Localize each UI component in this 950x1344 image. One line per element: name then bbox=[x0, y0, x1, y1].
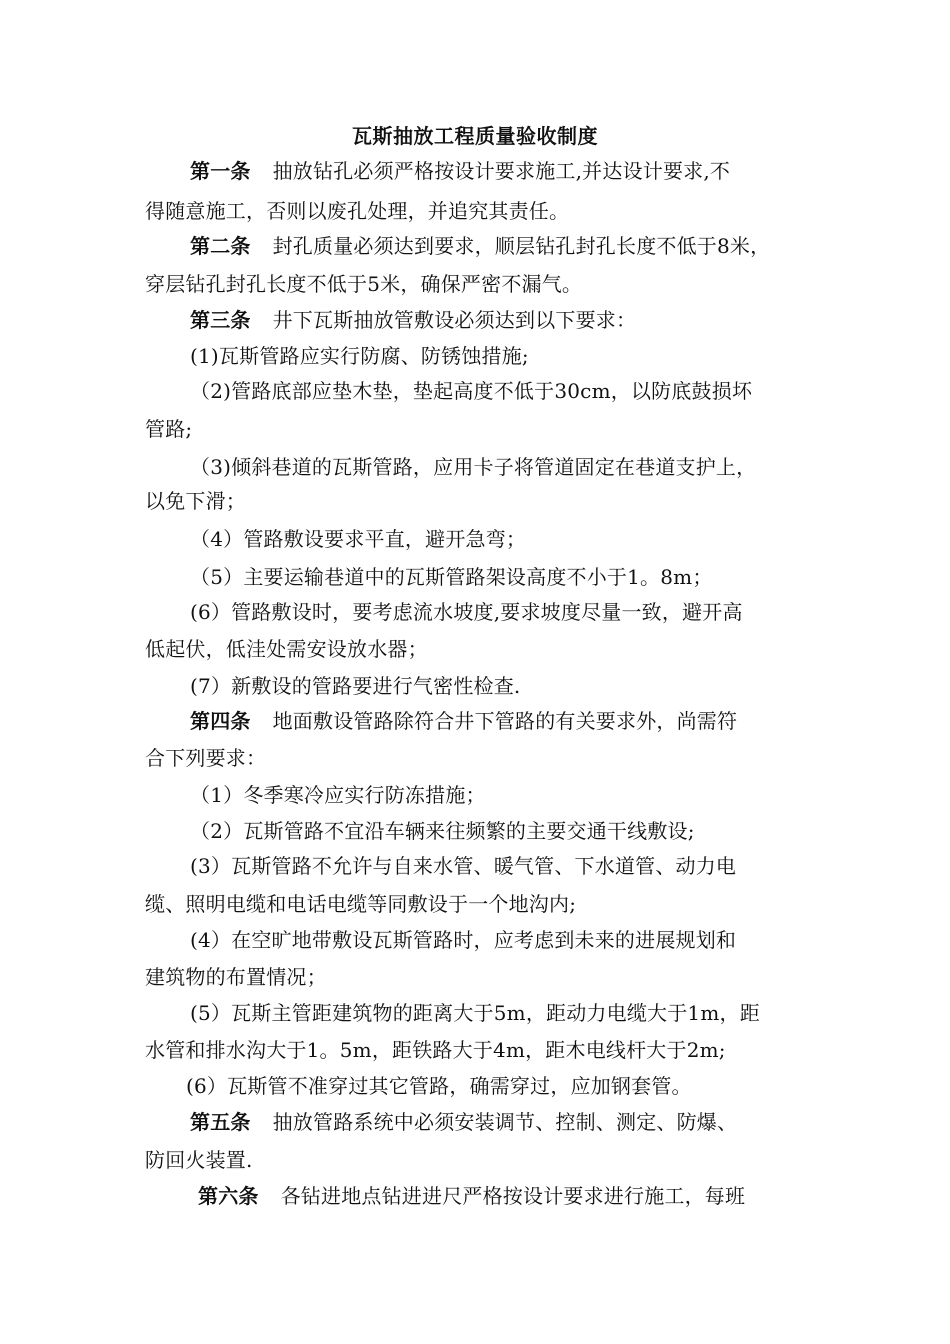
list-item: (1)瓦斯管路应实行防腐、防锈蚀措施; bbox=[190, 344, 529, 368]
body-line: 防回火装置. bbox=[145, 1148, 253, 1172]
body-line: 以免下滑； bbox=[145, 489, 246, 513]
article-3-text: 井下瓦斯抽放管敷设必须达到以下要求： bbox=[272, 308, 637, 332]
body-line: 水管和排水沟大于1。5m，距铁路大于4m，距木电线杆大于2m; bbox=[145, 1038, 726, 1062]
list-item: (6）管路敷设时，要考虑流水坡度,要求坡度尽量一致，避开高 bbox=[190, 600, 743, 624]
article-2-line-1 bbox=[190, 232, 770, 260]
article-3-line-1 bbox=[190, 306, 636, 334]
article-2-heading: 第二条 bbox=[190, 234, 251, 258]
list-item: (7）新敷设的管路要进行气密性检查. bbox=[190, 674, 521, 698]
list-item: （1）冬季寒冷应实行防冻措施； bbox=[190, 783, 486, 807]
list-item: （2)管路底部应垫木垫，垫起高度不低于30cm，以防底鼓损坏 bbox=[190, 379, 753, 403]
article-4-heading: 第四条 bbox=[190, 709, 251, 733]
article-6-line-1 bbox=[198, 1182, 745, 1210]
article-3-heading: 第三条 bbox=[190, 308, 251, 332]
list-item: (3）瓦斯管路不允许与自来水管、暖气管、下水道管、动力电 bbox=[190, 854, 737, 878]
article-4-line-1 bbox=[190, 707, 737, 735]
list-item: （2）瓦斯管路不宜沿车辆来往频繁的主要交通干线敷设; bbox=[190, 819, 695, 843]
body-line: 缆、照明电缆和电话电缆等同敷设于一个地沟内; bbox=[145, 892, 577, 916]
list-item: (6）瓦斯管不准穿过其它管路，确需穿过，应加钢套管。 bbox=[186, 1074, 692, 1098]
article-1-text: 抽放钻孔必须严格按设计要求施工,并达设计要求,不 bbox=[272, 159, 731, 183]
article-1-heading: 第一条 bbox=[190, 159, 251, 183]
body-line: 穿层钻孔封孔长度不低于5米，确保严密不漏气。 bbox=[145, 272, 583, 296]
article-4-text: 地面敷设管路除符合井下管路的有关要求外，尚需符 bbox=[272, 709, 738, 733]
list-item: (5）瓦斯主管距建筑物的距离大于5m，距动力电缆大于1m，距 bbox=[190, 1001, 760, 1025]
article-1-line-1 bbox=[190, 157, 730, 185]
body-line: 建筑物的布置情况； bbox=[145, 965, 327, 989]
list-item: （3)倾斜巷道的瓦斯管路，应用卡子将管道固定在巷道支护上， bbox=[190, 455, 757, 479]
article-6-heading: 第六条 bbox=[198, 1184, 259, 1208]
list-item: (4）在空旷地带敷设瓦斯管路时，应考虑到未来的进展规划和 bbox=[190, 928, 737, 952]
article-5-heading: 第五条 bbox=[190, 1110, 251, 1134]
article-5-text: 抽放管路系统中必须安装调节、控制、测定、防爆、 bbox=[272, 1110, 738, 1134]
article-5-line-1 bbox=[190, 1108, 737, 1136]
article-6-text: 各钻进地点钻进进尺严格按设计要求进行施工，每班 bbox=[280, 1184, 746, 1208]
article-2-text: 封孔质量必须达到要求，顺层钻孔封孔长度不低于8米， bbox=[272, 234, 771, 258]
body-line: 合下列要求： bbox=[145, 746, 267, 770]
body-line: 管路; bbox=[145, 417, 193, 441]
list-item: （4）管路敷设要求平直，避开急弯； bbox=[190, 527, 527, 551]
body-line: 得随意施工，否则以废孔处理，并追究其责任。 bbox=[145, 199, 570, 223]
list-item: （5）主要运输巷道中的瓦斯管路架设高度不小于1。8m； bbox=[190, 565, 713, 589]
body-line: 低起伏，低洼处需安设放水器； bbox=[145, 637, 428, 661]
document-title: 瓦斯抽放工程质量验收制度 bbox=[352, 124, 598, 148]
